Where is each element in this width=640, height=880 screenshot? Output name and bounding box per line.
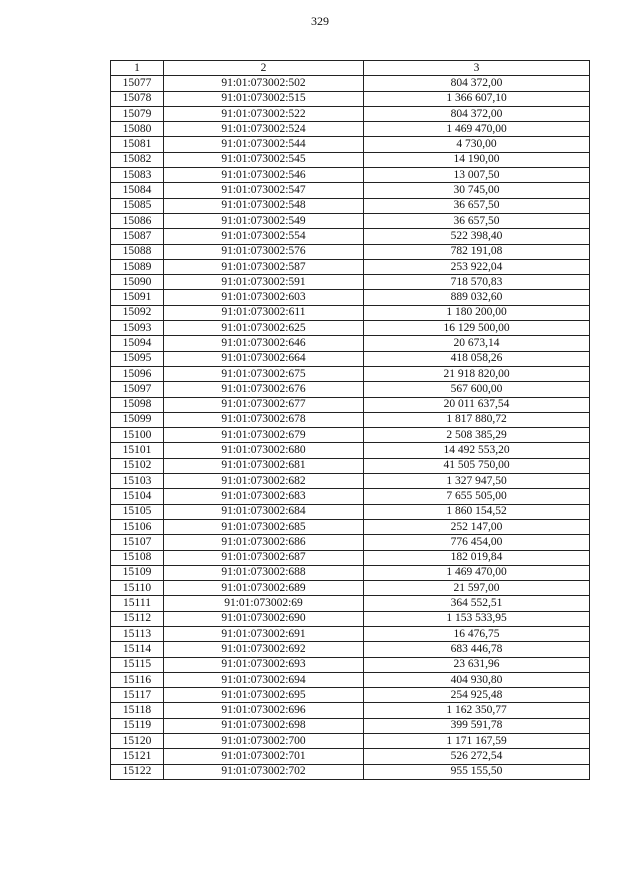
row-number-cell: 15080	[111, 122, 164, 137]
value-cell: 4 730,00	[364, 137, 590, 152]
cadastral-number-cell: 91:01:073002:686	[164, 535, 364, 550]
table-row	[111, 213, 590, 228]
cadastral-number-cell: 91:01:073002:692	[164, 642, 364, 657]
value-cell: 21 597,00	[364, 581, 590, 596]
value-cell: 2 508 385,29	[364, 428, 590, 443]
cadastral-number-cell: 91:01:073002:515	[164, 91, 364, 106]
cadastral-number-cell: 91:01:073002:587	[164, 259, 364, 274]
cadastral-number-cell: 91:01:073002:689	[164, 581, 364, 596]
row-number-cell: 15102	[111, 458, 164, 473]
value-cell: 1 469 470,00	[364, 122, 590, 137]
cadastral-number-cell: 91:01:073002:522	[164, 106, 364, 121]
table-row	[111, 305, 590, 320]
table-row	[111, 519, 590, 534]
table-row	[111, 168, 590, 183]
row-number-cell: 15116	[111, 672, 164, 687]
table-row	[111, 703, 590, 718]
value-cell: 526 272,54	[364, 749, 590, 764]
cadastral-number-cell: 91:01:073002:700	[164, 734, 364, 749]
cadastral-number-cell: 91:01:073002:591	[164, 275, 364, 290]
value-cell: 14 190,00	[364, 152, 590, 167]
row-number-cell: 15092	[111, 305, 164, 320]
value-cell: 1 860 154,52	[364, 504, 590, 519]
value-cell: 889 032,60	[364, 290, 590, 305]
column-header: 1	[111, 61, 164, 76]
value-cell: 1 171 167,59	[364, 734, 590, 749]
table-row	[111, 458, 590, 473]
table-row	[111, 596, 590, 611]
value-cell: 804 372,00	[364, 76, 590, 91]
table-row	[111, 106, 590, 121]
row-number-cell: 15115	[111, 657, 164, 672]
row-number-cell: 15089	[111, 259, 164, 274]
table-row	[111, 626, 590, 641]
value-cell: 36 657,50	[364, 198, 590, 213]
row-number-cell: 15091	[111, 290, 164, 305]
row-number-cell: 15110	[111, 581, 164, 596]
value-cell: 182 019,84	[364, 550, 590, 565]
value-cell: 683 446,78	[364, 642, 590, 657]
row-number-cell: 15104	[111, 489, 164, 504]
row-number-cell: 15085	[111, 198, 164, 213]
value-cell: 7 655 505,00	[364, 489, 590, 504]
table-row	[111, 764, 590, 779]
table-row	[111, 565, 590, 580]
row-number-cell: 15099	[111, 412, 164, 427]
value-cell: 254 925,48	[364, 688, 590, 703]
table-row	[111, 535, 590, 550]
row-number-cell: 15105	[111, 504, 164, 519]
column-header: 2	[164, 61, 364, 76]
row-number-cell: 15108	[111, 550, 164, 565]
cadastral-number-cell: 91:01:073002:675	[164, 366, 364, 381]
cadastral-number-cell: 91:01:073002:693	[164, 657, 364, 672]
table-row	[111, 244, 590, 259]
table-row	[111, 657, 590, 672]
row-number-cell: 15101	[111, 443, 164, 458]
row-number-cell: 15083	[111, 168, 164, 183]
value-cell: 1 469 470,00	[364, 565, 590, 580]
cadastral-number-cell: 91:01:073002:548	[164, 198, 364, 213]
row-number-cell: 15121	[111, 749, 164, 764]
value-cell: 13 007,50	[364, 168, 590, 183]
value-cell: 1 366 607,10	[364, 91, 590, 106]
row-number-cell: 15095	[111, 351, 164, 366]
cadastral-number-cell: 91:01:073002:687	[164, 550, 364, 565]
cadastral-number-cell: 91:01:073002:549	[164, 213, 364, 228]
table-row	[111, 290, 590, 305]
row-number-cell: 15103	[111, 474, 164, 489]
value-cell: 418 058,26	[364, 351, 590, 366]
row-number-cell: 15084	[111, 183, 164, 198]
row-number-cell: 15093	[111, 321, 164, 336]
table-row	[111, 183, 590, 198]
row-number-cell: 15086	[111, 213, 164, 228]
row-number-cell: 15090	[111, 275, 164, 290]
cadastral-number-cell: 91:01:073002:702	[164, 764, 364, 779]
table-row	[111, 581, 590, 596]
row-number-cell: 15088	[111, 244, 164, 259]
value-cell: 253 922,04	[364, 259, 590, 274]
value-cell: 776 454,00	[364, 535, 590, 550]
cadastral-number-cell: 91:01:073002:524	[164, 122, 364, 137]
row-number-cell: 15096	[111, 366, 164, 381]
value-cell: 567 600,00	[364, 382, 590, 397]
row-number-cell: 15118	[111, 703, 164, 718]
table-header-row	[111, 61, 590, 76]
table-row	[111, 688, 590, 703]
cadastral-number-cell: 91:01:073002:546	[164, 168, 364, 183]
cadastral-number-cell: 91:01:073002:696	[164, 703, 364, 718]
cadastral-number-cell: 91:01:073002:690	[164, 611, 364, 626]
row-number-cell: 15107	[111, 535, 164, 550]
cadastral-number-cell: 91:01:073002:679	[164, 428, 364, 443]
cadastral-number-cell: 91:01:073002:502	[164, 76, 364, 91]
row-number-cell: 15117	[111, 688, 164, 703]
table-row	[111, 351, 590, 366]
row-number-cell: 15114	[111, 642, 164, 657]
table-row	[111, 275, 590, 290]
cadastral-number-cell: 91:01:073002:611	[164, 305, 364, 320]
row-number-cell: 15081	[111, 137, 164, 152]
row-number-cell: 15122	[111, 764, 164, 779]
table-row	[111, 229, 590, 244]
value-cell: 20 011 637,54	[364, 397, 590, 412]
value-cell: 21 918 820,00	[364, 366, 590, 381]
cadastral-number-cell: 91:01:073002:676	[164, 382, 364, 397]
table-row	[111, 382, 590, 397]
cadastral-number-cell: 91:01:073002:554	[164, 229, 364, 244]
table-row	[111, 611, 590, 626]
value-cell: 16 476,75	[364, 626, 590, 641]
table-row	[111, 366, 590, 381]
row-number-cell: 15112	[111, 611, 164, 626]
value-cell: 1 817 880,72	[364, 412, 590, 427]
row-number-cell: 15094	[111, 336, 164, 351]
cadastral-number-cell: 91:01:073002:683	[164, 489, 364, 504]
cadastral-number-cell: 91:01:073002:701	[164, 749, 364, 764]
value-cell: 16 129 500,00	[364, 321, 590, 336]
table-row	[111, 76, 590, 91]
value-cell: 36 657,50	[364, 213, 590, 228]
table-row	[111, 428, 590, 443]
cadastral-number-cell: 91:01:073002:695	[164, 688, 364, 703]
table-row	[111, 397, 590, 412]
cadastral-number-cell: 91:01:073002:688	[164, 565, 364, 580]
value-cell: 522 398,40	[364, 229, 590, 244]
table-row	[111, 474, 590, 489]
cadastral-number-cell: 91:01:073002:684	[164, 504, 364, 519]
table-row	[111, 734, 590, 749]
table-row	[111, 412, 590, 427]
table-row	[111, 443, 590, 458]
cadastral-number-cell: 91:01:073002:545	[164, 152, 364, 167]
column-header: 3	[364, 61, 590, 76]
value-cell: 1 153 533,95	[364, 611, 590, 626]
cadastral-number-cell: 91:01:073002:691	[164, 626, 364, 641]
value-cell: 955 155,50	[364, 764, 590, 779]
value-cell: 23 631,96	[364, 657, 590, 672]
cadastral-number-cell: 91:01:073002:685	[164, 519, 364, 534]
cadastral-number-cell: 91:01:073002:680	[164, 443, 364, 458]
value-cell: 364 552,51	[364, 596, 590, 611]
cadastral-number-cell: 91:01:073002:576	[164, 244, 364, 259]
table-row	[111, 749, 590, 764]
row-number-cell: 15109	[111, 565, 164, 580]
value-cell: 804 372,00	[364, 106, 590, 121]
value-cell: 399 591,78	[364, 718, 590, 733]
table-row	[111, 550, 590, 565]
row-number-cell: 15106	[111, 519, 164, 534]
cadastral-number-cell: 91:01:073002:678	[164, 412, 364, 427]
registry-table	[110, 60, 590, 780]
table-body	[111, 76, 590, 780]
table-row	[111, 642, 590, 657]
row-number-cell: 15100	[111, 428, 164, 443]
row-number-cell: 15082	[111, 152, 164, 167]
row-number-cell: 15097	[111, 382, 164, 397]
table-row	[111, 718, 590, 733]
row-number-cell: 15120	[111, 734, 164, 749]
value-cell: 30 745,00	[364, 183, 590, 198]
cadastral-number-cell: 91:01:073002:547	[164, 183, 364, 198]
table-row	[111, 137, 590, 152]
cadastral-number-cell: 91:01:073002:681	[164, 458, 364, 473]
value-cell: 782 191,08	[364, 244, 590, 259]
table-row	[111, 336, 590, 351]
table-row	[111, 504, 590, 519]
cadastral-number-cell: 91:01:073002:682	[164, 474, 364, 489]
row-number-cell: 15079	[111, 106, 164, 121]
table-row	[111, 91, 590, 106]
row-number-cell: 15098	[111, 397, 164, 412]
value-cell: 14 492 553,20	[364, 443, 590, 458]
row-number-cell: 15111	[111, 596, 164, 611]
row-number-cell: 15119	[111, 718, 164, 733]
cadastral-number-cell: 91:01:073002:603	[164, 290, 364, 305]
table-row	[111, 122, 590, 137]
table-row	[111, 672, 590, 687]
row-number-cell: 15113	[111, 626, 164, 641]
value-cell: 404 930,80	[364, 672, 590, 687]
value-cell: 1 180 200,00	[364, 305, 590, 320]
table-row	[111, 321, 590, 336]
value-cell: 1 327 947,50	[364, 474, 590, 489]
table-row	[111, 198, 590, 213]
value-cell: 20 673,14	[364, 336, 590, 351]
row-number-cell: 15078	[111, 91, 164, 106]
row-number-cell: 15087	[111, 229, 164, 244]
cadastral-number-cell: 91:01:073002:625	[164, 321, 364, 336]
cadastral-number-cell: 91:01:073002:544	[164, 137, 364, 152]
table-row	[111, 152, 590, 167]
value-cell: 252 147,00	[364, 519, 590, 534]
value-cell: 1 162 350,77	[364, 703, 590, 718]
cadastral-number-cell: 91:01:073002:694	[164, 672, 364, 687]
value-cell: 41 505 750,00	[364, 458, 590, 473]
page-number: 329	[311, 14, 329, 28]
value-cell: 718 570,83	[364, 275, 590, 290]
row-number-cell: 15077	[111, 76, 164, 91]
cadastral-number-cell: 91:01:073002:677	[164, 397, 364, 412]
table-row	[111, 489, 590, 504]
table-row	[111, 259, 590, 274]
cadastral-number-cell: 91:01:073002:69	[164, 596, 364, 611]
cadastral-number-cell: 91:01:073002:646	[164, 336, 364, 351]
cadastral-number-cell: 91:01:073002:698	[164, 718, 364, 733]
cadastral-number-cell: 91:01:073002:664	[164, 351, 364, 366]
